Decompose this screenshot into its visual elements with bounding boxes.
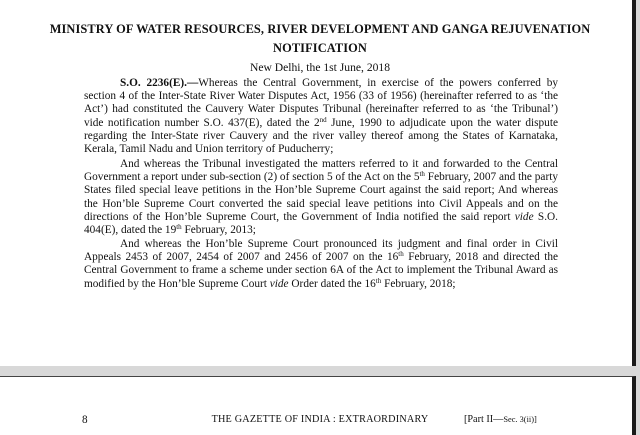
part-section	[464, 414, 537, 425]
page-number: 8	[82, 414, 88, 426]
paragraph-3-sup-c: th	[375, 276, 382, 285]
paragraph-1-text-b: June, 1990 to adjudicate upon the water dispute regarding the Inter-State river Cauvery and the river valley thereof among the States of Karnataka, Kerala, Tamil Nadu and Union territory of Puducherry;	[84, 116, 558, 156]
paragraph-1	[84, 77, 558, 156]
paragraph-2-sup-a: th	[419, 170, 425, 179]
part-main: [Part II—	[464, 414, 504, 425]
paragraph-2-text-c: S.O. 404(E), dated the 19	[84, 210, 559, 237]
part-sec: Sec. 3(ii)]	[503, 415, 537, 424]
gazette-page-bottom	[0, 376, 636, 435]
paragraph-3-text-a: And whereas the Hon’ble Supreme Court pronounced its judgment and final order in Civil Appeals 2453 of 2007, 2454 of 2007 and 2456 of 2007 on the 16	[84, 238, 558, 264]
paragraph-2-text-a: And whereas the Tribunal investigated the matters referred to it and forwarded to the Central Government a report under sub-section (2) of section 5 of the Act on the 5	[84, 158, 558, 184]
gazette-title: THE GAZETTE OF INDIA : EXTRAORDINARY	[211, 414, 429, 425]
paragraph-3-text-b: February, 2018 and directed the Central Government to frame a scheme under section 6A of the Act to implement the Tribunal Award as modified by the Hon’ble Supreme Court	[84, 251, 558, 290]
ministry-heading: MINISTRY OF WATER RESOURCES, RIVER DEVELOPMENT AND GANGA REJUVENATION	[49, 22, 591, 36]
paragraph-3-sup-a: th	[398, 250, 404, 259]
paragraph-2-text-b: February, 2007 and the party States filed special leave petitions in the Hon’ble Supreme Court against the said report; And whereas the Hon’ble Supreme Court converted the said special leave petitions into Civil Appeals and on the directions of the Hon’ble Supreme Court, the Government of India notified the said report	[84, 171, 558, 223]
paragraph-2-italic-vide: vide	[514, 210, 534, 223]
paragraph-2-sup-c: th	[176, 223, 182, 232]
paragraph-3-italic-vide: vide	[269, 277, 289, 290]
paragraph-2	[84, 158, 558, 237]
paragraph-3-text-c: Order dated the 16	[288, 277, 376, 290]
dateline: New Delhi, the 1st June, 2018	[249, 61, 391, 74]
paragraph-3	[84, 238, 558, 291]
so-number: S.O. 2236(E).—	[120, 77, 199, 89]
paragraph-1-text-a: Whereas the Central Government, in exercise of the powers conferred by section 4 of the Inter-State River Water Disputes Act, 1956 (33 of 1956) (hereinafter referred to as ‘the Act’) had constituted the Cauvery Water Disputes Tribunal (hereinafter referred to as ‘the Tribunal’) vide notification number S.O. 437(E), dated the 2	[84, 77, 558, 129]
paragraph-3-text-d: February, 2018;	[381, 277, 456, 290]
paragraph-1-sup-a: nd	[319, 115, 327, 124]
notification-title: NOTIFICATION	[273, 41, 367, 55]
paragraph-2-text-d: February, 2013;	[181, 224, 256, 237]
